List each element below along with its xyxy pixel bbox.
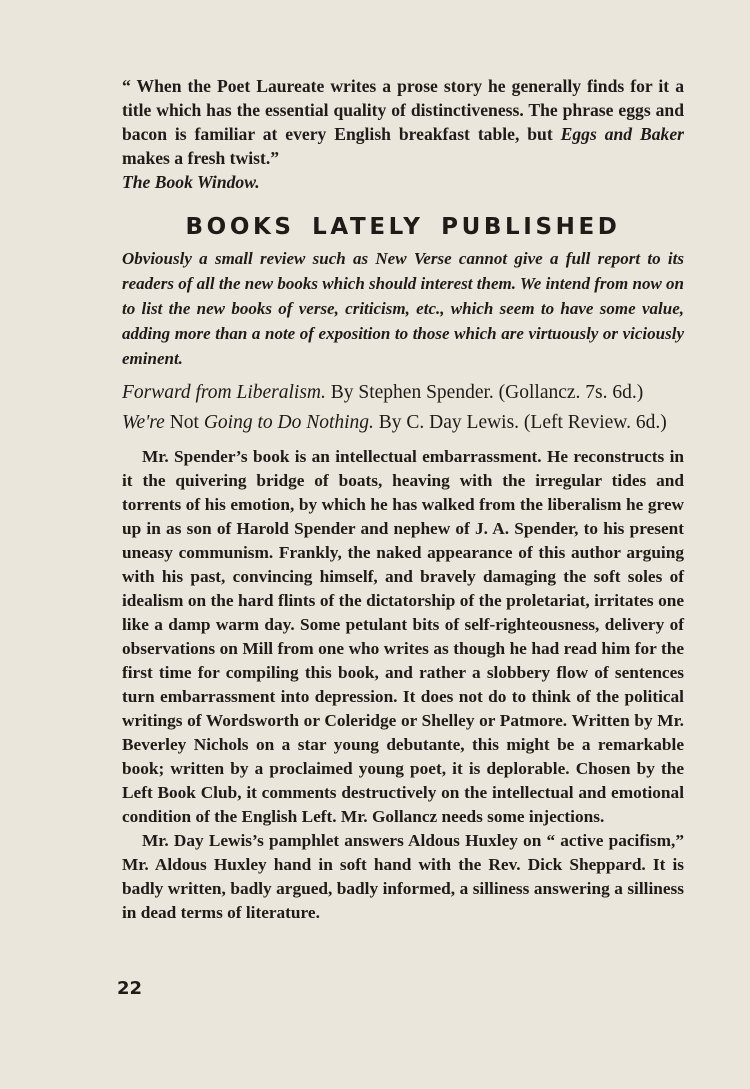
book-entry-2	[122, 411, 684, 435]
epigraph-quote	[122, 74, 684, 194]
book-title-part-a: We're	[122, 412, 165, 433]
page-content	[122, 74, 684, 925]
quote-text	[122, 74, 684, 170]
quote-part-2: makes a fresh twist.”	[122, 148, 280, 168]
quote-italic-title: Eggs and Baker	[560, 124, 684, 144]
review-body	[122, 445, 684, 925]
book-title-part-c: Going to Do Nothing.	[203, 412, 374, 433]
page-number: 22	[117, 978, 143, 999]
book-title: Forward from Liberalism.	[122, 382, 326, 403]
review-paragraph: Mr. Spender’s book is an intellectual embarrassment. He reconstructs in it the quivering bridge of boats, heaving with the irregular tides and torrents of his emotion, by which he has walked from the liberalism he grew up in as son of Harold Spender and nephew of J. A. Spender, to his present uneasy communism. Frankly, the naked appearance of this author arguing with his past, convincing himself, and bravely damaging the soft soles of idealism on the hard flints of the dictatorship of the proletariat, irritates one like a damp warm day. Some petulant bits of self-righteousness, delivery of observations on Mill from one who writes as though he had read him for the first time for compiling this book, and rather a slobbery flow of sentences turn embarrassment into depression. It does not do to think of the political writings of Wordsworth or Coleridge or Shelley or Patmore. Written by Mr. Beverley Nichols on a star young debutante, this might be a remarkable book; written by a proclaimed young poet, it is deplorable. Chosen by the Left Book Club, it comments destructively on the intellectual and emotional condition of the English Left. Mr. Gollancz needs some injections.	[122, 447, 684, 826]
section-heading: BOOKS LATELY PUBLISHED	[185, 214, 621, 240]
book-details: By C. Day Lewis. (Left Review. 6d.)	[373, 412, 667, 433]
quote-attribution: The Book Window.	[122, 172, 260, 192]
review-paragraph: Mr. Day Lewis’s pamphlet answers Aldous Huxley on “ active pacifism,” Mr. Aldous Huxley hand in soft hand with the Rev. Dick Sheppard. It is badly written, badly argued, badly informed, a silliness answering a silliness in dead terms of literature.	[122, 831, 684, 922]
book-title-part-b: Not	[164, 412, 204, 433]
book-details: By Stephen Spender. (Gollancz. 7s. 6d.)	[325, 382, 644, 403]
quote-part-1: “ When the Poet Laureate writes a prose story he generally finds for it a title which has the essential quality of distinctiveness. The phrase eggs and bacon is familiar at every English breakfast table, but	[122, 76, 684, 144]
book-entry-1	[122, 381, 684, 405]
section-intro: Obviously a small review such as New Verse cannot give a full report to its readers of all the new books which should interest them. We intend from now on to list the new books of verse, criticism, etc., which seem to have some value, adding more than a note of exposition to those which are virtuously or viciously eminent.	[122, 249, 684, 368]
